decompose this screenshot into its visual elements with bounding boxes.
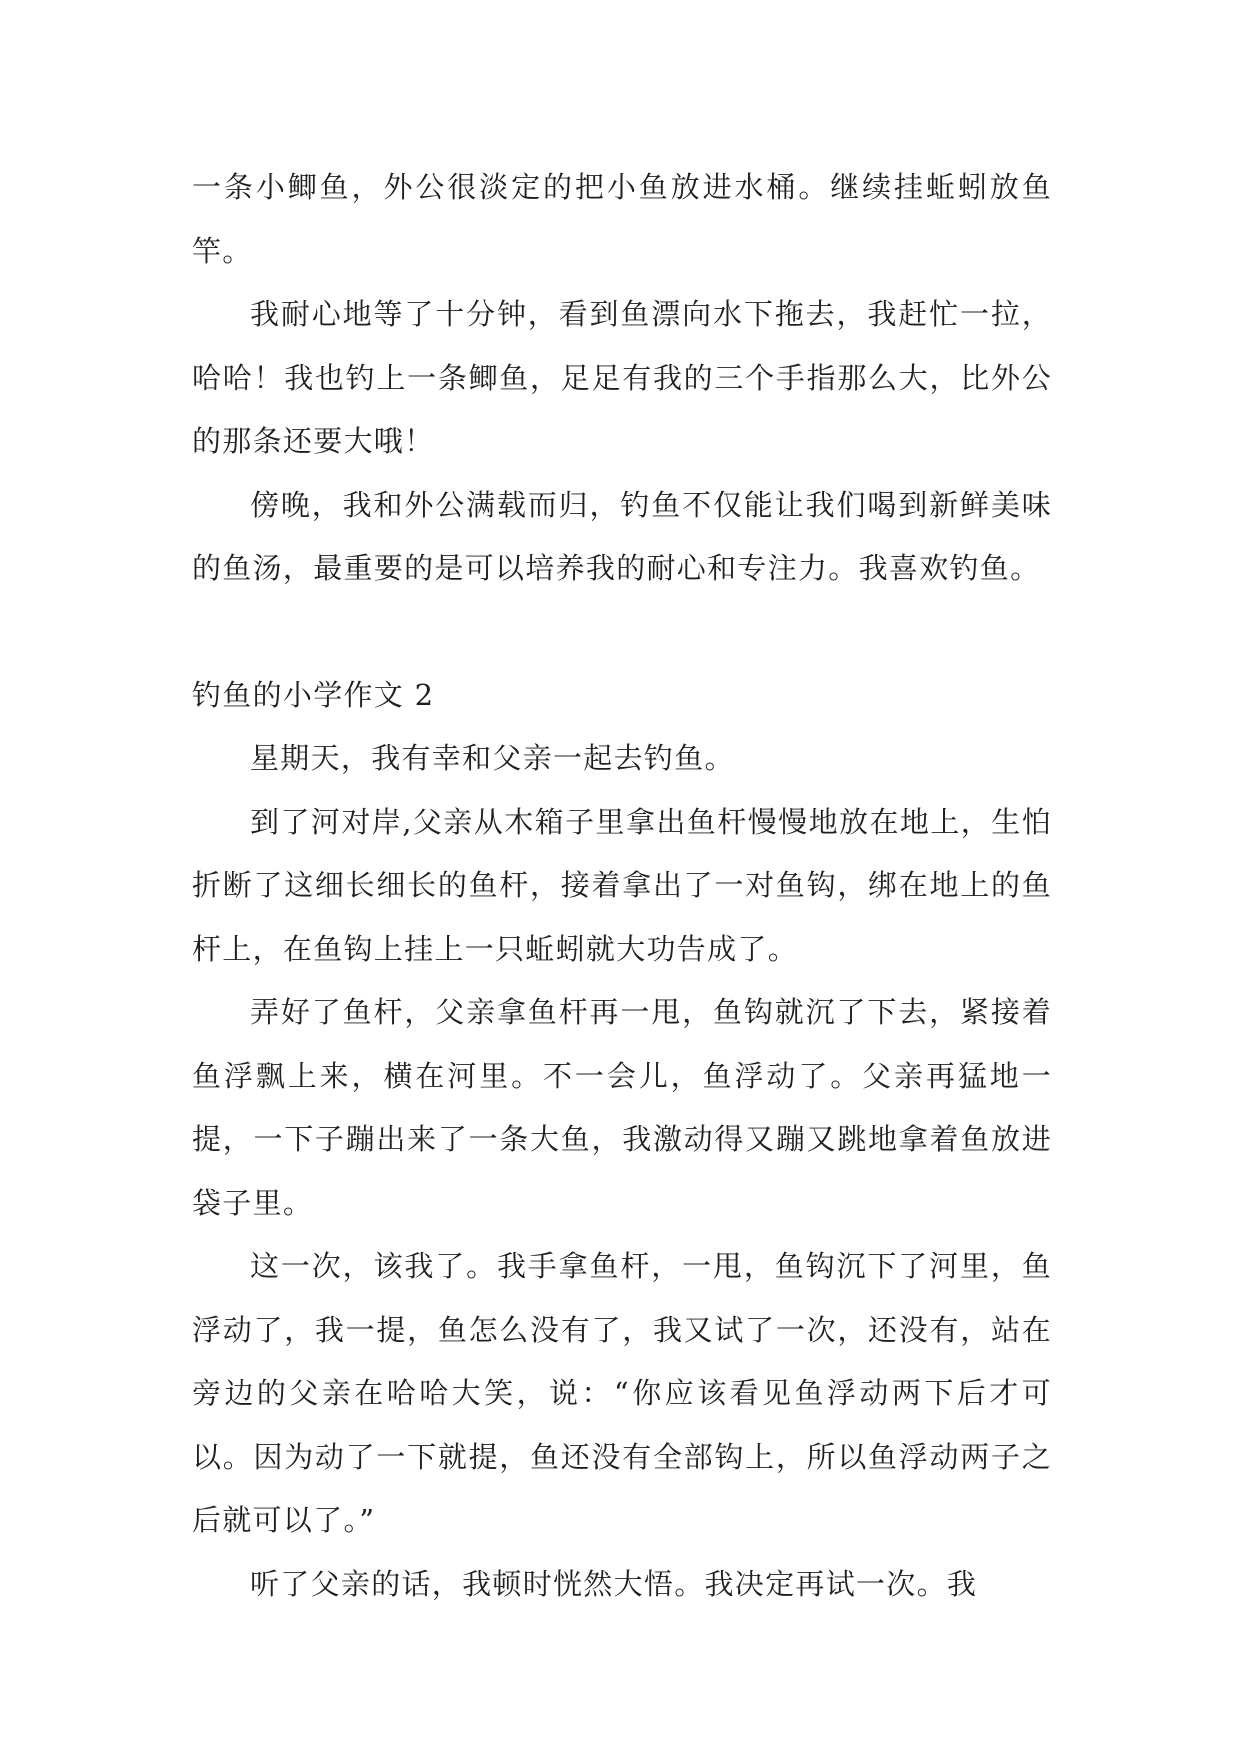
paragraph: 傍晚，我和外公满载而归，钓鱼不仅能让我们喝到新鲜美味的鱼汤，最重要的是可以培养我的耐心和专注力。我喜欢钓鱼。 (192, 487, 1052, 585)
paragraph: 这一次，该我了。我手拿鱼杆，一甩，鱼钩沉下了河里，鱼浮动了，我一提，鱼怎么没有了，我又试了一次，还没有，站在旁边的父亲在哈哈大笑，说：“你应该看见鱼浮动两下后才可以。因为动了一下就提，鱼还没有全部钩上，所以鱼浮动两子之后就可以了。” (192, 1249, 1052, 1537)
section-heading: 钓鱼的小学作文 2 (192, 677, 435, 712)
essay-1-tail (192, 156, 1052, 601)
paragraph: 星期天，我有幸和父亲一起去钓鱼。 (250, 741, 735, 775)
paragraph: 一条小鲫鱼，外公很淡定的把小鱼放进水桶。继续挂蚯蚓放鱼竿。 (192, 170, 1052, 268)
essay-2-body (192, 727, 1052, 1616)
paragraph: 听了父亲的话，我顿时恍然大悟。我决定再试一次。我 (250, 1566, 978, 1601)
paragraph: 到了河对岸,父亲从木箱子里拿出鱼杆慢慢地放在地上，生怕折断了这细长细长的鱼杆，接着拿出了一对鱼钩，绑在地上的鱼杆上，在鱼钩上挂上一只蚯蚓就大功告成了。 (192, 804, 1052, 966)
paragraph: 我耐心地等了十分钟，看到鱼漂向水下拖去，我赶忙一拉，哈哈！我也钓上一条鲫鱼，足足有我的三个手指那么大，比外公的那条还要大哦！ (192, 297, 1052, 458)
document-page (192, 156, 1052, 1616)
paragraph: 弄好了鱼杆，父亲拿鱼杆再一甩，鱼钩就沉了下去，紧接着鱼浮飘上来，横在河里。不一会儿，鱼浮动了。父亲再猛地一提，一下子蹦出来了一条大鱼，我激动得又蹦又跳地拿着鱼放进袋子里。 (192, 995, 1052, 1220)
